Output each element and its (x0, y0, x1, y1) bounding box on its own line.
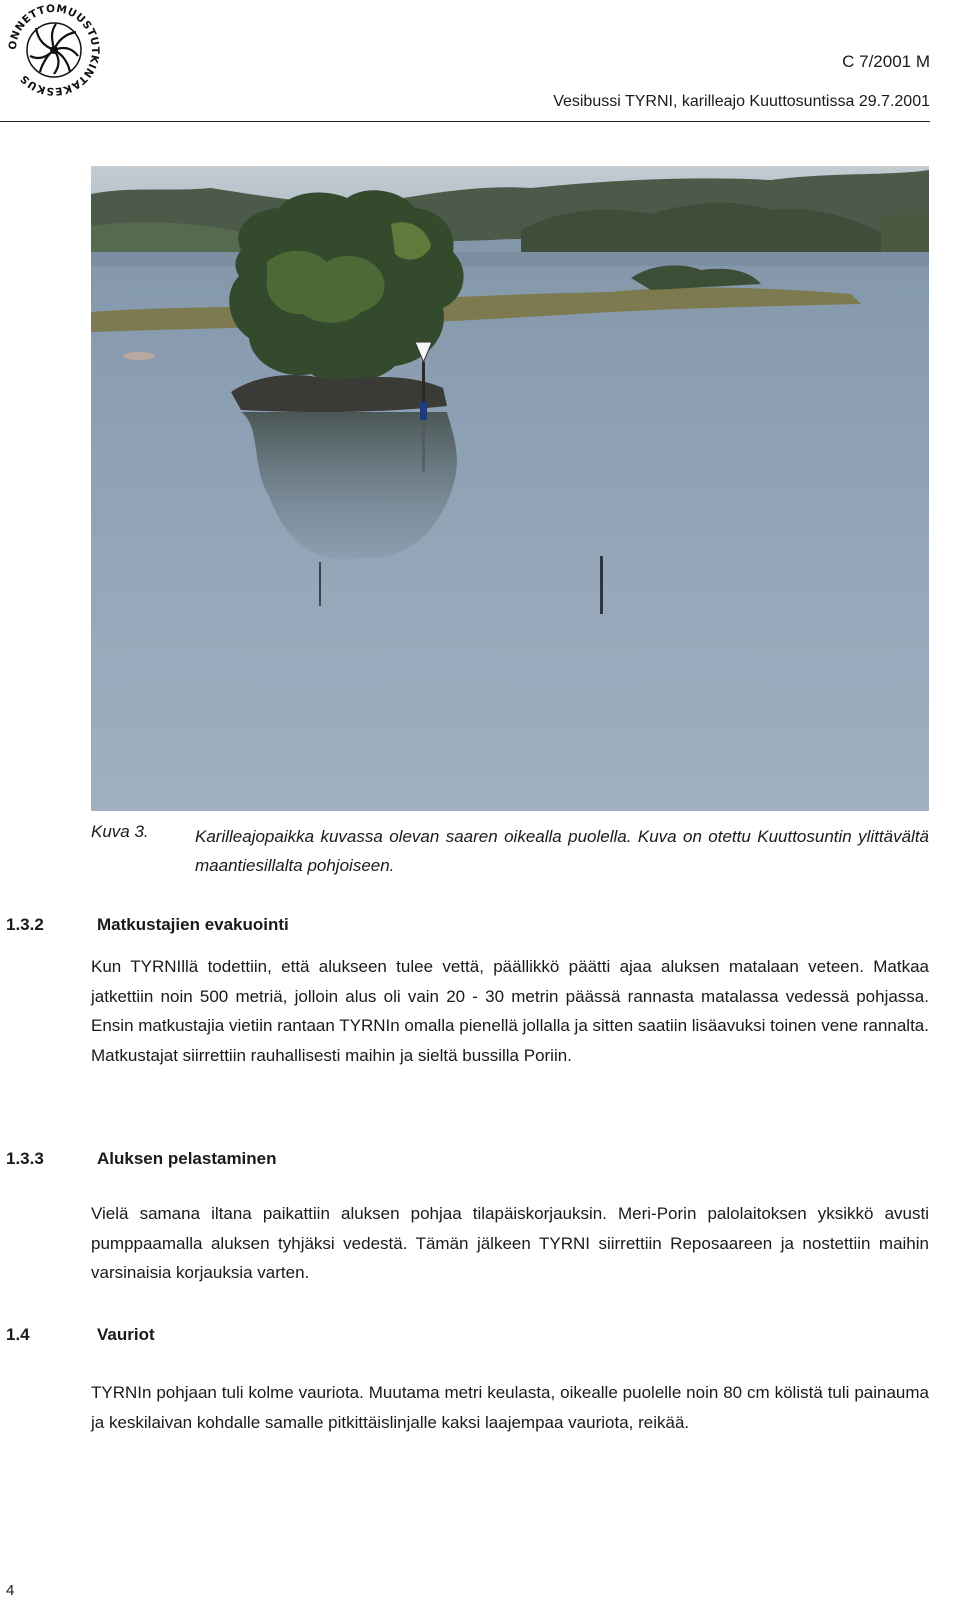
section-title: Matkustajien evakuointi (97, 915, 289, 934)
section-number: 1.3.2 (6, 915, 44, 934)
section-number: 1.4 (6, 1325, 30, 1344)
section-paragraph: Vielä samana iltana paikattiin aluksen pohjaa tilapäiskorjauksin. Meri-Porin palolaitoksen yksikkö avusti pumppaamalla aluksen tyhjäksi vedestä. Tämän jälkeen TYRNI siirrettiin Reposaareen ja nostettiin maihin varsinaisia korjauksia varten. (91, 1204, 929, 1282)
header-divider (0, 121, 930, 122)
logo-lettering: ONNETTOMUUSTUTKINTAKESKUS (6, 2, 102, 98)
figure-caption: Karilleajopaikka kuvassa olevan saaren oikealla puolella. Kuva on otettu Kuuttosuntin ylittävältä maantiesillalta pohjoiseen. (195, 827, 929, 875)
accident-investigation-board-logo (6, 2, 102, 98)
section-paragraph: Kun TYRNIllä todettiin, että alukseen tulee vettä, päällikkö päätti ajaa aluksen matalaan veteen. Matkaa jatkettiin noin 500 metriä, jolloin alus oli vain 20 - 30 metrin päässä rannasta matalassa vedessä pohjassa. Ensin matkustajia vietiin rantaan TYRNIn omalla pienellä jollalla ja sitten saatiin lisäavuksi toinen vene rannalta. Matkustajat siirrettiin rauhallisesti maihin ja sieltä bussilla Poriin. (91, 957, 929, 1065)
section-title: Aluksen pelastaminen (97, 1149, 277, 1168)
section-paragraph: TYRNIn pohjaan tuli kolme vauriota. Muutama metri keulasta, oikealle puolelle noin 80 cm kölistä tuli painauma ja keskilaivan kohdalle samalle pitkittäislinjalle kaksi laajempaa vauriota, reikää. (91, 1383, 929, 1432)
section-number: 1.3.3 (6, 1149, 44, 1168)
section-title: Vauriot (97, 1325, 155, 1344)
figure-label: Kuva 3. (91, 822, 149, 841)
document-code: C 7/2001 M (842, 52, 930, 71)
page-number: 4 (6, 1582, 15, 1599)
lake-island-photo (91, 166, 929, 811)
document-title: Vesibussi TYRNI, karilleajo Kuuttosuntissa 29.7.2001 (553, 93, 930, 110)
